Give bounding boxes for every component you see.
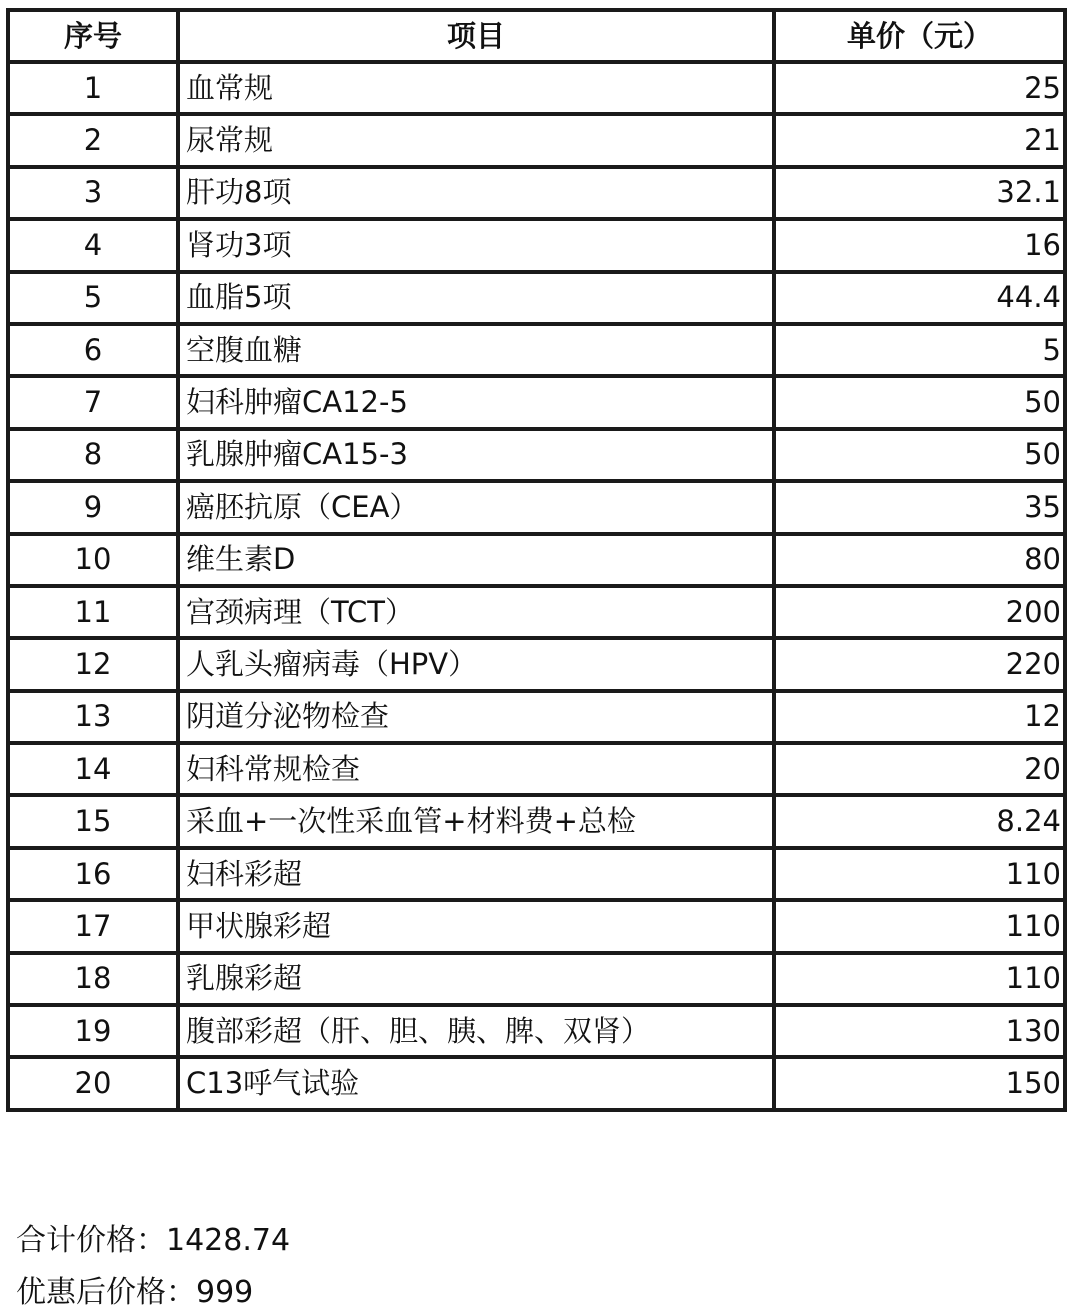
row-item-name: 空腹血糖 (178, 324, 774, 376)
header-item: 项目 (178, 10, 774, 62)
row-serial-number: 1 (8, 62, 178, 114)
row-serial-number: 20 (8, 1057, 178, 1109)
row-serial-number: 18 (8, 953, 178, 1005)
row-serial-number: 10 (8, 534, 178, 586)
row-unit-price: 5 (774, 324, 1065, 376)
total-price-label: 合计价格： (16, 1223, 166, 1258)
row-item-name: 乳腺肿瘤CA15-3 (178, 429, 774, 481)
row-item-name: 宫颈病理（TCT） (178, 586, 774, 638)
row-unit-price: 50 (774, 376, 1065, 428)
row-unit-price: 150 (774, 1057, 1065, 1109)
row-item-name: 妇科彩超 (178, 848, 774, 900)
table-row (8, 114, 1065, 166)
table-row (8, 638, 1065, 690)
discounted-price-line (16, 1275, 254, 1310)
row-unit-price: 20 (774, 743, 1065, 795)
table-body (8, 62, 1065, 1110)
row-item-name: 维生素D (178, 534, 774, 586)
row-item-name: 人乳头瘤病毒（HPV） (178, 638, 774, 690)
table-row (8, 743, 1065, 795)
row-unit-price: 16 (774, 219, 1065, 271)
row-item-name: 尿常规 (178, 114, 774, 166)
row-item-name: 血脂5项 (178, 272, 774, 324)
header-unit-price: 单价（元） (774, 10, 1065, 62)
table-row (8, 376, 1065, 428)
row-item-name: 血常规 (178, 62, 774, 114)
row-unit-price: 12 (774, 691, 1065, 743)
table-row (8, 167, 1065, 219)
row-unit-price: 50 (774, 429, 1065, 481)
total-price-value: 1428.74 (166, 1223, 291, 1258)
row-unit-price: 130 (774, 1005, 1065, 1057)
total-price-line (16, 1223, 291, 1258)
table-row (8, 1005, 1065, 1057)
row-unit-price: 44.4 (774, 272, 1065, 324)
row-item-name: 癌胚抗原（CEA） (178, 481, 774, 533)
row-unit-price: 220 (774, 638, 1065, 690)
table-row (8, 219, 1065, 271)
row-unit-price: 8.24 (774, 795, 1065, 847)
row-unit-price: 35 (774, 481, 1065, 533)
row-serial-number: 15 (8, 795, 178, 847)
row-serial-number: 9 (8, 481, 178, 533)
row-serial-number: 12 (8, 638, 178, 690)
row-serial-number: 13 (8, 691, 178, 743)
row-serial-number: 5 (8, 272, 178, 324)
row-unit-price: 110 (774, 900, 1065, 952)
table-row (8, 534, 1065, 586)
table-row (8, 848, 1065, 900)
row-unit-price: 32.1 (774, 167, 1065, 219)
row-item-name: 阴道分泌物检查 (178, 691, 774, 743)
row-item-name: 肝功8项 (178, 167, 774, 219)
table-row (8, 62, 1065, 114)
row-serial-number: 4 (8, 219, 178, 271)
table-row (8, 691, 1065, 743)
row-item-name: 妇科常规检查 (178, 743, 774, 795)
row-serial-number: 7 (8, 376, 178, 428)
row-item-name: 妇科肿瘤CA12-5 (178, 376, 774, 428)
table-row (8, 272, 1065, 324)
row-serial-number: 19 (8, 1005, 178, 1057)
row-item-name: 乳腺彩超 (178, 953, 774, 1005)
row-serial-number: 8 (8, 429, 178, 481)
row-serial-number: 11 (8, 586, 178, 638)
row-unit-price: 110 (774, 953, 1065, 1005)
discounted-price-value: 999 (196, 1275, 254, 1310)
row-serial-number: 17 (8, 900, 178, 952)
row-serial-number: 16 (8, 848, 178, 900)
row-serial-number: 3 (8, 167, 178, 219)
table-row (8, 586, 1065, 638)
table-header-row (8, 10, 1065, 62)
row-item-name: C13呼气试验 (178, 1057, 774, 1109)
price-table (6, 8, 1067, 1112)
table-row (8, 481, 1065, 533)
table-row (8, 429, 1065, 481)
header-serial-number: 序号 (8, 10, 178, 62)
row-item-name: 采血+一次性采血管+材料费+总检 (178, 795, 774, 847)
table-row (8, 953, 1065, 1005)
row-unit-price: 25 (774, 62, 1065, 114)
row-serial-number: 6 (8, 324, 178, 376)
row-item-name: 腹部彩超（肝、胆、胰、脾、双肾） (178, 1005, 774, 1057)
table-row (8, 1057, 1065, 1109)
row-unit-price: 110 (774, 848, 1065, 900)
row-serial-number: 14 (8, 743, 178, 795)
row-item-name: 甲状腺彩超 (178, 900, 774, 952)
table-row (8, 900, 1065, 952)
table-row (8, 324, 1065, 376)
row-unit-price: 80 (774, 534, 1065, 586)
row-serial-number: 2 (8, 114, 178, 166)
row-item-name: 肾功3项 (178, 219, 774, 271)
row-unit-price: 21 (774, 114, 1065, 166)
row-unit-price: 200 (774, 586, 1065, 638)
table-row (8, 795, 1065, 847)
discounted-price-label: 优惠后价格： (16, 1275, 196, 1310)
